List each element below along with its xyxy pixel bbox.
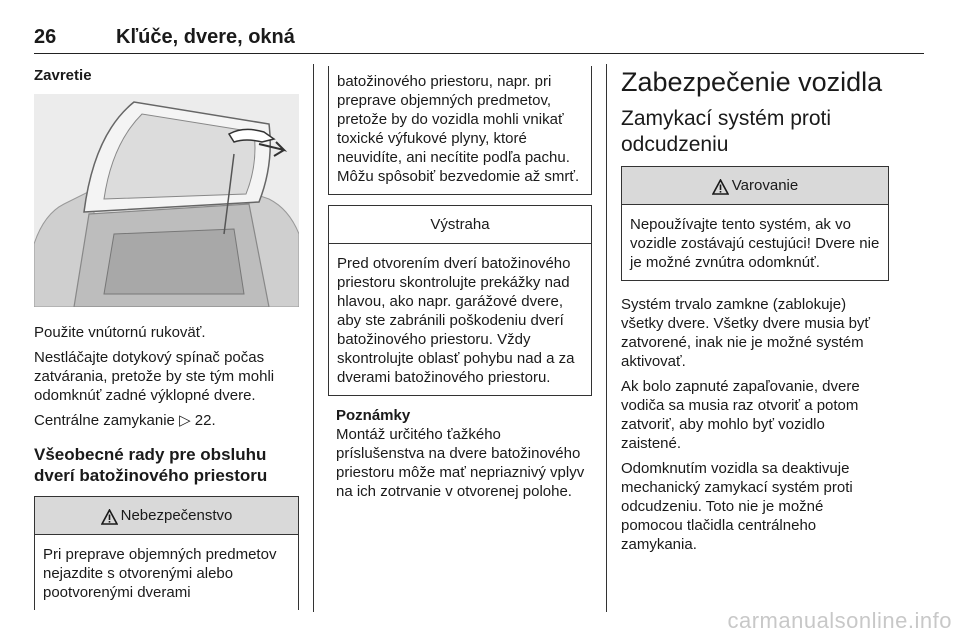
page-title: Kľúče, dvere, okná [116, 26, 295, 48]
warning-triangle-icon [712, 179, 729, 195]
danger-box-text: Pri preprave objemných predmetov nejazdite s otvorenými alebo pootvorenými dverami [43, 546, 277, 601]
warning-triangle-icon [101, 509, 118, 525]
caution-box-label: Výstraha [430, 216, 490, 233]
danger-box-continuation [328, 66, 592, 195]
caution-box-text: Pred otvorením dverí batožinového priestoru skontrolujte prekážky nad hlavou, ako napr. garážové dvere, aby ste zabránili poškodeniu dverí batožinového priestoru. Vždy skontrolujte oblasť pohybu nad a za dverami batožinového priestoru. [337, 255, 575, 386]
danger-box-label: Nebezpečenstvo [120, 507, 233, 524]
subheading-anti-theft-locking: Zamykací systém proti odcudzeniu [621, 107, 832, 156]
warning-box-header [622, 167, 888, 205]
liftgate-figure [34, 94, 299, 307]
para-ignition: Ak bolo zapnuté zapaľovanie, dvere vodiča sa musia raz otvoriť a potom zatvoriť, aby mohlo byť vozidlo zaistené. [621, 378, 860, 452]
column-right [621, 66, 889, 554]
danger-box [34, 496, 299, 610]
danger-box-header [35, 497, 298, 535]
warning-box-text: Nepoužívajte tento systém, ak vo vozidle zostávajú cestujúci! Dvere nie je možné zvnútra odomknúť. [630, 216, 880, 271]
subheading-closing: Zavretie [34, 67, 92, 84]
note-text: Montáž určitého ťažkého príslušenstva na dvere batožinového priestoru môže mať nepriaznivý vplyv na ich zotrvanie v otvorenej polohe. [336, 426, 585, 500]
column-middle [328, 66, 592, 501]
section-heading-general-advice: Všeobecné rady pre obsluhu dverí batožinového priestoru [34, 445, 268, 485]
warning-box-label: Varovanie [731, 177, 799, 194]
page-number: 26 [34, 26, 57, 48]
para-use-handle: Použite vnútornú rukoväť. [34, 324, 206, 341]
note-heading: Poznámky [336, 407, 411, 424]
page-header [34, 18, 924, 54]
caution-box [328, 205, 592, 396]
para-central-locking: Centrálne zamykanie ▷ 22. [34, 412, 216, 429]
para-system-locks: Systém trvalo zamkne (zablokuje) všetky dvere. Všetky dvere musia byť zatvorené, inak nie je možné systém aktivovať. [621, 296, 871, 370]
watermark: carmanualsonline.info [727, 608, 952, 633]
danger-box-continuation-text: batožinového priestoru, napr. pri preprave objemných predmetov, pretože by do vozidla mohli vnikať toxické výfukové plyny, ktoré neuvidíte, ani necítite podľa pachu. Môžu spôsobiť bezvedomie až smrť. [337, 73, 580, 185]
caution-box-header [329, 206, 591, 244]
warning-box [621, 166, 889, 281]
car-rear-liftgate-icon [34, 94, 299, 307]
column-divider [313, 64, 314, 612]
heading-vehicle-security: Zabezpečenie vozidla [621, 67, 883, 97]
column-left [34, 66, 299, 610]
para-unlock-deactivates: Odomknutím vozidla sa deaktivuje mechanický zamykací systém proti odcudzeniu. Toto nie je možné pomocou tlačidla centrálneho zamykania. [621, 460, 853, 553]
para-touch-switch: Nestláčajte dotykový spínač počas zatvárania, pretože by ste tým mohli odomknúť zadné výklopné dvere. [34, 349, 275, 404]
column-divider [606, 64, 607, 612]
